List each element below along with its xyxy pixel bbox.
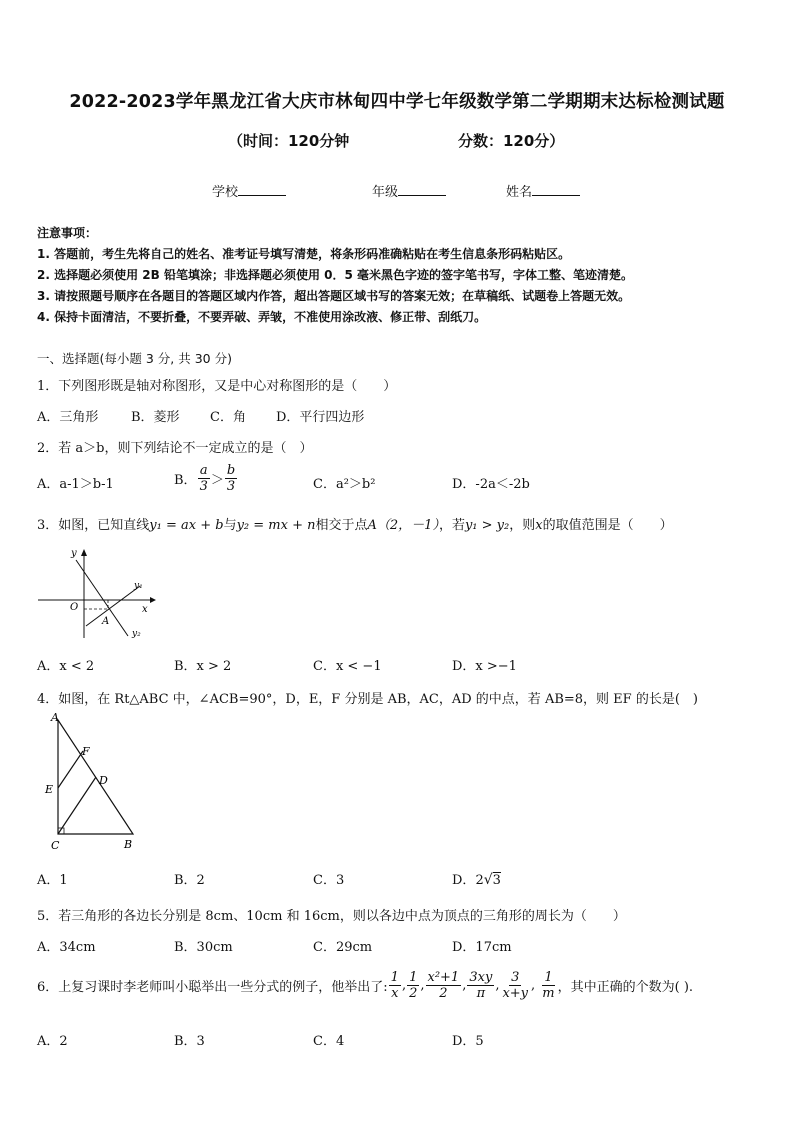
q6-fraction xyxy=(407,970,419,1001)
q6-option-d: D．5 xyxy=(452,1034,484,1049)
fraction-denominator: m xyxy=(542,986,555,1001)
name-field xyxy=(506,181,580,200)
note-item: 2. 选择题必须使用 2B 铅笔填涂；非选择题必须使用 0．5 毫米黑色字迹的签字笔书写，字体工整、笔迹清楚。 xyxy=(37,268,633,282)
fraction-denominator: 3 xyxy=(199,479,208,494)
fraction-numerator: a xyxy=(199,463,208,478)
q6-fraction xyxy=(500,970,530,1001)
q4-option-b: B．2 xyxy=(174,873,205,888)
q3-text: 与 xyxy=(223,518,237,533)
q6-option-c: C．4 xyxy=(313,1034,345,1049)
q3-text: 3．如图，已知直线 xyxy=(37,518,150,533)
question-3 xyxy=(37,514,673,533)
fraction-denominator: π xyxy=(476,986,486,1001)
segment-ef xyxy=(58,751,83,788)
q4-d-label: D． xyxy=(452,873,476,888)
q4-figure xyxy=(40,708,150,856)
exam-score: 分数：120分） xyxy=(458,132,565,150)
grade-field xyxy=(372,181,446,200)
q3-variable: x xyxy=(535,518,543,533)
question-1: 1．下列图形既是轴对称图形，又是中心对称图形的是（ ） xyxy=(37,379,397,394)
note-item: 1. 答题前，考生先将自己的姓名、准考证号填写清楚，将条形码准确粘贴在考生信息条形码粘贴区。 xyxy=(37,247,571,261)
school-label: 学校 xyxy=(212,185,239,200)
q6-fraction xyxy=(389,970,401,1001)
q6-text: 6．上复习课时李老师叫小聪举出一些分式的例子，他举出了: xyxy=(37,980,388,995)
q2-b-fraction-2 xyxy=(225,463,237,494)
fraction-denominator: x+y xyxy=(502,986,529,1001)
section-heading: 一、选择题(每小题 3 分, 共 30 分) xyxy=(37,351,232,366)
q2-c-label: C． xyxy=(313,477,336,492)
q3-equation-2: y₂ = mx + n xyxy=(236,518,316,533)
fig-label-A: A xyxy=(51,711,59,724)
fraction-numerator: 1 xyxy=(409,970,418,985)
q3-option-d: D．x >−1 xyxy=(452,659,517,674)
sqrt-icon: √ xyxy=(483,872,493,888)
q6-option-a: A．2 xyxy=(37,1034,68,1049)
q3-option-a: A．x < 2 xyxy=(37,659,95,674)
q6-fraction xyxy=(467,970,494,1001)
q1-option-a: A．三角形 xyxy=(37,410,99,425)
exam-time: （时间：120分钟 xyxy=(228,132,350,150)
q4-option-c: C．3 xyxy=(313,873,345,888)
q3-text: ，则 xyxy=(509,518,536,533)
grade-label: 年级 xyxy=(372,185,399,200)
y-axis-arrow xyxy=(81,549,87,556)
fig-label-a: A xyxy=(102,616,110,627)
x-axis-arrow xyxy=(150,597,156,603)
q3-text: ，若 xyxy=(438,518,465,533)
q3-text: 的取值范围是（ ） xyxy=(542,518,673,533)
q3-equation-1: y₁ = ax + b xyxy=(149,518,224,533)
fraction-denominator: 3 xyxy=(226,479,236,494)
q2-b-fraction-1 xyxy=(198,463,210,494)
q4-option-a: A．1 xyxy=(37,873,68,888)
fig-label-x: x xyxy=(142,604,148,615)
question-5: 5．若三角形的各边长分别是 8cm、10cm 和 16cm，则以各边中点为顶点的三角形的周长为（ ） xyxy=(37,909,626,924)
q4-d-coefficient: 2 xyxy=(475,873,484,888)
fig-label-C: C xyxy=(51,839,60,852)
q6-text: ，其中正确的个数为( ). xyxy=(557,980,694,995)
fig-label-y1: y₁ xyxy=(134,581,143,591)
q5-option-a: A．34cm xyxy=(37,940,96,955)
fraction-numerator: b xyxy=(226,463,236,478)
fraction-denominator: 2 xyxy=(409,986,418,1001)
q3-figure xyxy=(36,546,156,642)
fig-label-B: B xyxy=(124,838,133,851)
q5-option-c: C．29cm xyxy=(313,940,373,955)
fraction-numerator: 1 xyxy=(390,970,399,985)
fraction-denominator: 2 xyxy=(439,986,448,1001)
q1-option-d: D．平行四边形 xyxy=(276,410,365,425)
q3-option-c: C．x < −1 xyxy=(313,659,382,674)
question-4: 4．如图，在 Rt△ABC 中，∠ACB=90°，D，E，F 分别是 AB，AC，AD 的中点，若 AB=8，则 EF 的长是( ) xyxy=(37,692,698,707)
q4-d-radicand: 3 xyxy=(492,873,501,888)
q3-option-b: B．x > 2 xyxy=(174,659,232,674)
fig-label-y: y xyxy=(71,548,77,559)
fig-label-y2: y₂ xyxy=(132,629,141,639)
q6-option-b: B．3 xyxy=(174,1034,205,1049)
name-blank xyxy=(532,183,580,196)
q4-option-d xyxy=(452,869,501,888)
fig-label-E: E xyxy=(45,783,54,796)
q3-condition: y₁ > y₂ xyxy=(464,518,510,533)
fig-label-origin: O xyxy=(70,602,79,613)
fraction-numerator: 3xy xyxy=(469,970,493,985)
q3-point: A（2，－1） xyxy=(367,518,439,533)
segment-cd xyxy=(58,777,96,834)
q6-fraction xyxy=(540,970,556,1001)
q2-option-c xyxy=(313,473,375,492)
note-item: 4. 保持卡面清洁，不要折叠，不要弄破、弄皱，不准使用涂改液、修正带、刮纸刀。 xyxy=(37,310,487,324)
q2-c-expression: a²＞b² xyxy=(335,477,376,492)
fig-label-F: F xyxy=(82,745,90,758)
q5-option-b: B．30cm xyxy=(174,940,233,955)
fraction-numerator: x²+1 xyxy=(427,970,460,985)
q2-option-b xyxy=(174,463,238,494)
question-6: 6．上复习课时李老师叫小聪举出一些分式的例子，他举出了: $\frac{1}{x}$ , $\frac{1}{2}$ , $\frac{\text{x²+1}}{2}$ , $\frac{3xy}{\pi}$ , $\frac{3}{x+y}$ , $\frac{1}{m}$ ，其中正确的个数为( ). xyxy=(37,970,694,1001)
q2-option-d: D．-2a＜-2b xyxy=(452,477,530,492)
fraction-numerator: 1 xyxy=(544,970,553,985)
note-item: 3. 请按照题号顺序在各题目的答题区域内作答，超出答题区域书写的答案无效；在草稿纸、试题卷上答题无效。 xyxy=(37,289,631,303)
q1-option-c: C．角 xyxy=(210,410,246,425)
q1-option-b: B．菱形 xyxy=(131,410,180,425)
line-y1 xyxy=(86,586,140,626)
q3-text: 相交于点 xyxy=(315,518,368,533)
name-label: 姓名 xyxy=(506,185,533,200)
question-2: 2．若 a＞b，则下列结论不一定成立的是（ ） xyxy=(37,441,313,456)
school-blank xyxy=(238,183,286,196)
q2-b-label: B． xyxy=(174,473,197,488)
notes-heading: 注意事项： xyxy=(37,226,98,240)
q6-fraction xyxy=(426,970,462,1001)
school-field xyxy=(212,181,286,200)
fig-label-D: D xyxy=(99,774,108,787)
greater-than: ＞ xyxy=(210,473,224,488)
grade-blank xyxy=(398,183,446,196)
q2-option-a: A．a-1＞b-1 xyxy=(37,477,114,492)
q5-option-d: D．17cm xyxy=(452,940,512,955)
fraction-numerator: 3 xyxy=(511,970,520,985)
fraction-denominator: x xyxy=(391,986,399,1001)
page-title: 2022-2023学年黑龙江省大庆市林甸四中学七年级数学第二学期期末达标检测试题 xyxy=(69,92,725,112)
